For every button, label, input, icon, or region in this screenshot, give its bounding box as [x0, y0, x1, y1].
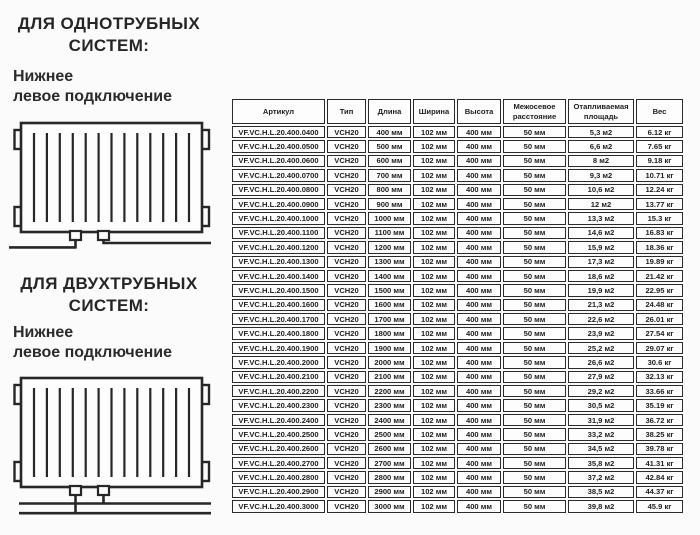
connection-label-line2: левое подключение — [13, 87, 172, 105]
table-row — [232, 443, 683, 455]
table-cell: 102 мм — [413, 241, 455, 253]
table-cell: 400 мм — [457, 457, 501, 469]
table-cell: 50 мм — [503, 227, 566, 239]
table-cell: 35.19 кг — [636, 399, 683, 411]
table-cell: 32.13 кг — [636, 371, 683, 383]
connection-label-line1: Нижнее — [13, 324, 74, 341]
table-row — [232, 385, 683, 397]
table-cell: 102 мм — [413, 126, 455, 138]
table-cell: 35,8 м2 — [568, 457, 634, 469]
table-cell: VCH20 — [327, 313, 366, 325]
table-cell: 50 мм — [503, 327, 566, 339]
table-cell: 102 мм — [413, 428, 455, 440]
table-cell: VCH20 — [327, 457, 366, 469]
table-cell: 50 мм — [503, 270, 566, 282]
connection-stub-left — [70, 486, 81, 495]
table-cell: 50 мм — [503, 299, 566, 311]
table-cell: 102 мм — [413, 371, 455, 383]
table-cell: 102 мм — [413, 443, 455, 455]
table-cell: 23,9 м2 — [568, 327, 634, 339]
table-cell: 22,6 м2 — [568, 313, 634, 325]
table-cell: VCH20 — [327, 428, 366, 440]
table-cell: 15.3 кг — [636, 212, 683, 224]
connection-stub-right — [98, 486, 109, 495]
table-cell: 102 мм — [413, 471, 455, 483]
table-cell: 400 мм — [457, 169, 501, 181]
table-cell: 400 мм — [457, 471, 501, 483]
table-row — [232, 184, 683, 196]
table-cell: 102 мм — [413, 327, 455, 339]
table-row — [232, 140, 683, 152]
table-cell: 400 мм — [457, 155, 501, 167]
table-cell: VF.VC.H.L.20.400.2100 — [232, 371, 325, 383]
column-header: Тип — [327, 99, 366, 124]
table-cell: VF.VC.H.L.20.400.1000 — [232, 212, 325, 224]
table-cell: 102 мм — [413, 284, 455, 296]
table-row — [232, 270, 683, 282]
table-cell: 37,2 м2 — [568, 471, 634, 483]
section-title-line1: ДЛЯ ДВУХТРУБНЫХ — [20, 274, 198, 293]
table-cell: 29,2 м2 — [568, 385, 634, 397]
table-cell: VF.VC.H.L.20.400.2500 — [232, 428, 325, 440]
table-cell: VF.VC.H.L.20.400.1300 — [232, 256, 325, 268]
table-cell: 400 мм — [457, 313, 501, 325]
table-row — [232, 126, 683, 138]
table-cell: 24.48 кг — [636, 299, 683, 311]
table-cell: VF.VC.H.L.20.400.0600 — [232, 155, 325, 167]
table-row — [232, 241, 683, 253]
table-cell: VCH20 — [327, 385, 366, 397]
table-cell: 50 мм — [503, 313, 566, 325]
table-cell: VF.VC.H.L.20.400.1200 — [232, 241, 325, 253]
table-row — [232, 284, 683, 296]
table-row — [232, 327, 683, 339]
table-cell: 33.66 кг — [636, 385, 683, 397]
table-cell: 102 мм — [413, 399, 455, 411]
table-cell: 102 мм — [413, 342, 455, 354]
table-cell: VF.VC.H.L.20.400.1600 — [232, 299, 325, 311]
table-cell: 400 мм — [457, 356, 501, 368]
table-cell: VF.VC.H.L.20.400.3000 — [232, 500, 325, 512]
table-cell: 1300 мм — [368, 256, 411, 268]
table-cell: VCH20 — [327, 399, 366, 411]
table-row — [232, 371, 683, 383]
table-cell: VF.VC.H.L.20.400.2400 — [232, 414, 325, 426]
table-cell: 800 мм — [368, 184, 411, 196]
spec-table — [230, 97, 685, 515]
table-cell: VCH20 — [327, 241, 366, 253]
table-cell: 2900 мм — [368, 486, 411, 498]
table-cell: 2000 мм — [368, 356, 411, 368]
column-header: Высота — [457, 99, 501, 124]
table-cell: 33,2 м2 — [568, 428, 634, 440]
table-cell: VF.VC.H.L.20.400.2800 — [232, 471, 325, 483]
connection-label-two-pipe — [13, 323, 218, 362]
connection-label-line2: левое подключение — [13, 343, 172, 361]
table-cell: 13,3 м2 — [568, 212, 634, 224]
table-cell: 50 мм — [503, 212, 566, 224]
table-cell: 400 мм — [457, 371, 501, 383]
table-cell: 27,9 м2 — [568, 371, 634, 383]
table-cell: 25,2 м2 — [568, 342, 634, 354]
table-cell: VF.VC.H.L.20.400.2200 — [232, 385, 325, 397]
table-cell: 400 мм — [457, 342, 501, 354]
table-cell: 102 мм — [413, 212, 455, 224]
table-cell: 50 мм — [503, 140, 566, 152]
table-row — [232, 342, 683, 354]
table-cell: 50 мм — [503, 371, 566, 383]
table-cell: 6,6 м2 — [568, 140, 634, 152]
table-cell: 50 мм — [503, 414, 566, 426]
table-cell: 9,3 м2 — [568, 169, 634, 181]
table-cell: 102 мм — [413, 169, 455, 181]
table-cell: VCH20 — [327, 270, 366, 282]
table-cell: VCH20 — [327, 227, 366, 239]
table-cell: VCH20 — [327, 256, 366, 268]
table-cell: VF.VC.H.L.20.400.1800 — [232, 327, 325, 339]
connection-stub-left — [70, 231, 81, 240]
table-cell: 38.25 кг — [636, 428, 683, 440]
table-row — [232, 471, 683, 483]
table-cell: VCH20 — [327, 356, 366, 368]
table-cell: 21,3 м2 — [568, 299, 634, 311]
table-cell: 19.89 кг — [636, 256, 683, 268]
table-cell: VF.VC.H.L.20.400.1100 — [232, 227, 325, 239]
table-cell: VCH20 — [327, 140, 366, 152]
table-cell: 50 мм — [503, 198, 566, 210]
table-row — [232, 169, 683, 181]
table-cell: 400 мм — [457, 299, 501, 311]
table-cell: 26,6 м2 — [568, 356, 634, 368]
table-cell: 41.31 кг — [636, 457, 683, 469]
table-cell: 1200 мм — [368, 241, 411, 253]
table-row — [232, 299, 683, 311]
table-cell: 400 мм — [457, 184, 501, 196]
table-cell: 2100 мм — [368, 371, 411, 383]
connection-label-single-pipe — [13, 67, 218, 106]
table-cell: 26.01 кг — [636, 313, 683, 325]
table-cell: 1600 мм — [368, 299, 411, 311]
table-row — [232, 428, 683, 440]
table-cell: 500 мм — [368, 140, 411, 152]
table-cell: 27.54 кг — [636, 327, 683, 339]
table-row — [232, 399, 683, 411]
table-cell: VCH20 — [327, 155, 366, 167]
table-cell: 102 мм — [413, 486, 455, 498]
table-cell: 18,6 м2 — [568, 270, 634, 282]
table-row — [232, 198, 683, 210]
table-cell: VF.VC.H.L.20.400.2000 — [232, 356, 325, 368]
table-cell: 50 мм — [503, 399, 566, 411]
table-cell: 102 мм — [413, 256, 455, 268]
table-cell: 102 мм — [413, 313, 455, 325]
table-cell: 10.71 кг — [636, 169, 683, 181]
section-title-line2: СИСТЕМ: — [68, 296, 150, 315]
column-header: Отапливаемая площадь — [568, 99, 634, 124]
radiator-diagram-single-pipe — [8, 117, 220, 259]
column-header: Длина — [368, 99, 411, 124]
table-cell: VF.VC.H.L.20.400.0500 — [232, 140, 325, 152]
table-cell: VF.VC.H.L.20.400.1900 — [232, 342, 325, 354]
table-cell: 400 мм — [457, 256, 501, 268]
table-cell: 600 мм — [368, 155, 411, 167]
table-cell: 400 мм — [457, 198, 501, 210]
table-cell: 400 мм — [457, 428, 501, 440]
table-row — [232, 500, 683, 512]
table-cell: 400 мм — [457, 414, 501, 426]
table-cell: 38,5 м2 — [568, 486, 634, 498]
table-cell: 102 мм — [413, 227, 455, 239]
table-row — [232, 155, 683, 167]
table-cell: VCH20 — [327, 414, 366, 426]
table-cell: 50 мм — [503, 284, 566, 296]
table-cell: 50 мм — [503, 457, 566, 469]
table-cell: 2200 мм — [368, 385, 411, 397]
table-cell: VCH20 — [327, 371, 366, 383]
table-cell: 102 мм — [413, 500, 455, 512]
table-cell: VF.VC.H.L.20.400.0800 — [232, 184, 325, 196]
table-cell: 102 мм — [413, 457, 455, 469]
table-cell: 102 мм — [413, 198, 455, 210]
connection-label-line1: Нижнее — [13, 68, 74, 85]
table-cell: 16.83 кг — [636, 227, 683, 239]
table-cell: 50 мм — [503, 486, 566, 498]
table-cell: 400 мм — [457, 241, 501, 253]
table-row — [232, 212, 683, 224]
table-cell: 50 мм — [503, 471, 566, 483]
table-cell: 102 мм — [413, 140, 455, 152]
table-cell: 102 мм — [413, 184, 455, 196]
header-row — [232, 99, 683, 124]
table-cell: 19,9 м2 — [568, 284, 634, 296]
table-cell: 3000 мм — [368, 500, 411, 512]
table-row — [232, 313, 683, 325]
table-cell: 102 мм — [413, 356, 455, 368]
table-cell: VCH20 — [327, 342, 366, 354]
table-cell: 17,3 м2 — [568, 256, 634, 268]
table-cell: VF.VC.H.L.20.400.1500 — [232, 284, 325, 296]
table-row — [232, 227, 683, 239]
table-cell: 1900 мм — [368, 342, 411, 354]
table-cell: 2400 мм — [368, 414, 411, 426]
table-cell: 6.12 кг — [636, 126, 683, 138]
table-cell: 50 мм — [503, 155, 566, 167]
table-cell: VF.VC.H.L.20.400.0700 — [232, 169, 325, 181]
table-cell: 102 мм — [413, 385, 455, 397]
table-cell: 21.42 кг — [636, 270, 683, 282]
table-cell: 102 мм — [413, 414, 455, 426]
table-cell: 34,5 м2 — [568, 443, 634, 455]
table-cell: 39.78 кг — [636, 443, 683, 455]
table-row — [232, 256, 683, 268]
table-cell: 1400 мм — [368, 270, 411, 282]
table-cell: VCH20 — [327, 169, 366, 181]
spec-table-head — [232, 99, 683, 124]
table-cell: 2800 мм — [368, 471, 411, 483]
table-cell: 2600 мм — [368, 443, 411, 455]
table-cell: 10,6 м2 — [568, 184, 634, 196]
table-cell: 1500 мм — [368, 284, 411, 296]
table-cell: 400 мм — [457, 140, 501, 152]
column-header: Межосевое расстояние — [503, 99, 566, 124]
table-cell: 7.65 кг — [636, 140, 683, 152]
table-cell: 102 мм — [413, 270, 455, 282]
table-cell: 9.18 кг — [636, 155, 683, 167]
table-cell: 29.07 кг — [636, 342, 683, 354]
table-cell: VCH20 — [327, 471, 366, 483]
table-cell: VCH20 — [327, 486, 366, 498]
section-title-two-pipe — [10, 273, 208, 317]
table-row — [232, 486, 683, 498]
table-row — [232, 356, 683, 368]
table-cell: 400 мм — [457, 126, 501, 138]
table-cell: 400 мм — [457, 399, 501, 411]
table-cell: 50 мм — [503, 385, 566, 397]
table-cell: 44.37 кг — [636, 486, 683, 498]
table-cell: 2300 мм — [368, 399, 411, 411]
column-header: Артикул — [232, 99, 325, 124]
table-cell: VF.VC.H.L.20.400.1700 — [232, 313, 325, 325]
table-cell: 102 мм — [413, 299, 455, 311]
table-cell: 400 мм — [457, 212, 501, 224]
table-cell: VCH20 — [327, 500, 366, 512]
radiator-diagram-two-pipe — [8, 367, 220, 527]
table-cell: VCH20 — [327, 327, 366, 339]
table-cell: VF.VC.H.L.20.400.2300 — [232, 399, 325, 411]
table-cell: 5,3 м2 — [568, 126, 634, 138]
table-cell: 31,9 м2 — [568, 414, 634, 426]
table-cell: VCH20 — [327, 212, 366, 224]
table-cell: 400 мм — [457, 284, 501, 296]
connection-stub-right — [98, 231, 109, 240]
section-title-line2: СИСТЕМ: — [68, 36, 150, 55]
table-cell: 400 мм — [457, 385, 501, 397]
table-cell: 50 мм — [503, 184, 566, 196]
table-cell: 12.24 кг — [636, 184, 683, 196]
table-cell: 50 мм — [503, 241, 566, 253]
section-title-single-pipe — [10, 13, 208, 57]
column-header: Ширина — [413, 99, 455, 124]
table-cell: 400 мм — [457, 500, 501, 512]
table-cell: VCH20 — [327, 284, 366, 296]
table-cell: VF.VC.H.L.20.400.2700 — [232, 457, 325, 469]
table-cell: 400 мм — [457, 227, 501, 239]
table-cell: VF.VC.H.L.20.400.2900 — [232, 486, 325, 498]
table-cell: 50 мм — [503, 428, 566, 440]
table-cell: 1000 мм — [368, 212, 411, 224]
table-cell: 15,9 м2 — [568, 241, 634, 253]
table-cell: 700 мм — [368, 169, 411, 181]
table-cell: 50 мм — [503, 443, 566, 455]
table-cell: 400 мм — [457, 327, 501, 339]
section-title-line1: ДЛЯ ОДНОТРУБНЫХ — [17, 14, 201, 33]
table-cell: VF.VC.H.L.20.400.0400 — [232, 126, 325, 138]
table-cell: 30,5 м2 — [568, 399, 634, 411]
column-header: Вес — [636, 99, 683, 124]
table-cell: VCH20 — [327, 443, 366, 455]
table-cell: 2500 мм — [368, 428, 411, 440]
table-cell: 50 мм — [503, 169, 566, 181]
table-cell: 102 мм — [413, 155, 455, 167]
table-cell: 30.6 кг — [636, 356, 683, 368]
table-cell: 36.72 кг — [636, 414, 683, 426]
table-cell: VCH20 — [327, 184, 366, 196]
single-pipe-line — [9, 240, 211, 248]
two-pipe-lines — [19, 495, 211, 514]
table-cell: VF.VC.H.L.20.400.1400 — [232, 270, 325, 282]
table-cell: VCH20 — [327, 126, 366, 138]
table-cell: 900 мм — [368, 198, 411, 210]
table-cell: VF.VC.H.L.20.400.0900 — [232, 198, 325, 210]
table-cell: 400 мм — [457, 443, 501, 455]
table-cell: 42.84 кг — [636, 471, 683, 483]
table-cell: 50 мм — [503, 356, 566, 368]
table-cell: 39,8 м2 — [568, 500, 634, 512]
table-row — [232, 457, 683, 469]
table-cell: 45.9 кг — [636, 500, 683, 512]
table-cell: 400 мм — [457, 270, 501, 282]
table-cell: 2700 мм — [368, 457, 411, 469]
table-cell: 12 м2 — [568, 198, 634, 210]
table-cell: 1100 мм — [368, 227, 411, 239]
table-cell: 50 мм — [503, 342, 566, 354]
table-cell: 22.95 кг — [636, 284, 683, 296]
table-cell: 18.36 кг — [636, 241, 683, 253]
table-cell: VF.VC.H.L.20.400.2600 — [232, 443, 325, 455]
table-cell: VCH20 — [327, 198, 366, 210]
table-row — [232, 414, 683, 426]
table-cell: 14,6 м2 — [568, 227, 634, 239]
table-cell: 400 мм — [368, 126, 411, 138]
table-cell: 50 мм — [503, 256, 566, 268]
table-cell: 13.77 кг — [636, 198, 683, 210]
table-cell: 400 мм — [457, 486, 501, 498]
table-cell: VCH20 — [327, 299, 366, 311]
spec-table-body — [232, 126, 683, 513]
table-cell: 50 мм — [503, 126, 566, 138]
table-cell: 8 м2 — [568, 155, 634, 167]
table-cell: 1700 мм — [368, 313, 411, 325]
table-cell: 50 мм — [503, 500, 566, 512]
table-cell: 1800 мм — [368, 327, 411, 339]
